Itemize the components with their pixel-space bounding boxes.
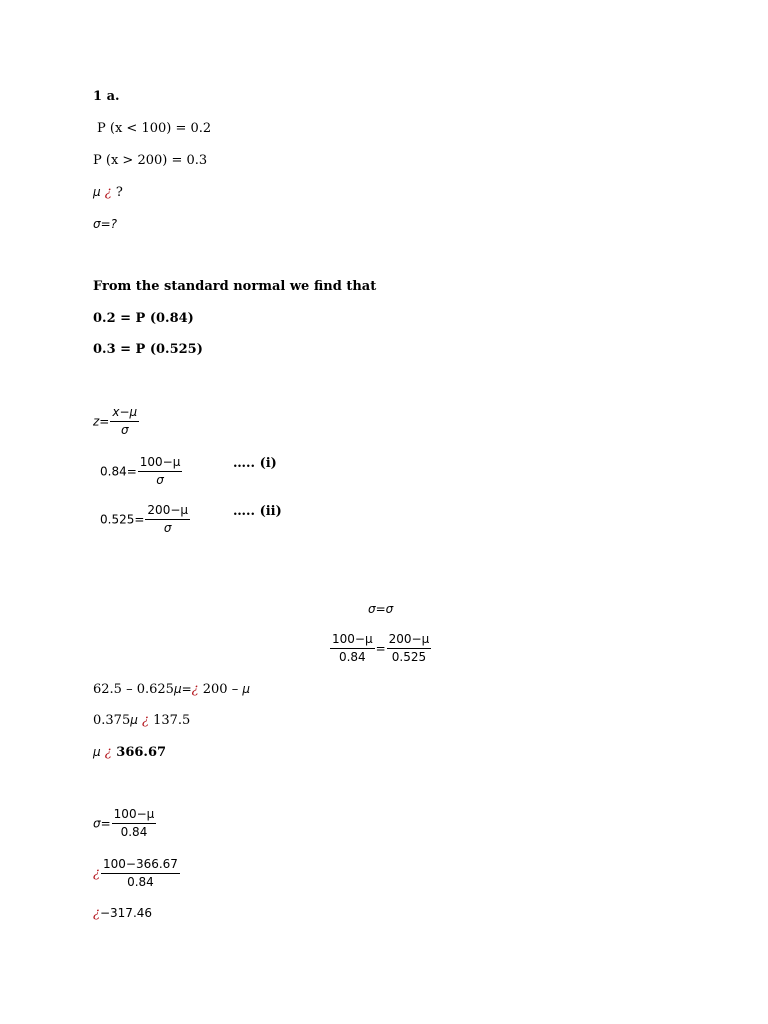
equation-i-denominator: σ [156,473,164,487]
question-mark: ? [115,185,123,200]
placeholder-glyph: ¿ [104,185,112,200]
equation-ii-tag: ….. (ii) [233,504,282,519]
sigma-substitution-denominator: 0.84 [127,875,154,889]
solve-line-3-mu: μ [93,745,101,759]
sigma-substitution-numerator: 100−366.67 [101,857,180,874]
standard-line-2: 0.3 = P (0.525) [93,342,203,357]
mu-symbol: μ [93,185,101,199]
z-formula-fraction [110,405,139,438]
equation-ii-denominator: σ [163,521,172,535]
question-heading: 1 a. [93,89,120,104]
sigma-result: −317.46 [99,906,153,920]
solve-line-1-glyph: ¿ [191,682,199,697]
solve-line-3 [93,744,166,761]
sigma-formula-numerator: 100−μ [112,807,157,824]
solve-line-1-a: 62.5 – 0.625 [93,682,174,697]
sigma-formula-lhs: σ= [93,816,111,831]
sigma-substitution [93,857,181,890]
solve-line-2-glyph: ¿ [142,713,149,728]
equation-i [100,455,183,488]
sigma-substitution-glyph: ¿ [93,866,100,881]
equation-ii-fraction [145,503,190,536]
centered-right-denominator: 0.525 [391,650,427,664]
centered-left-numerator: 100−μ [330,632,375,649]
z-formula-lhs: z= [93,414,110,429]
given-p-greater-200: P (x > 200) = 0.3 [93,153,208,168]
equation-ii-lhs: 0.525= [100,512,145,527]
equation-i-lhs: 0.84= [100,464,137,479]
solve-line-1 [93,681,250,698]
solve-line-1-mu: μ= [173,682,192,696]
given-p-less-100: P (x < 100) = 0.2 [97,121,212,136]
equation-i-tag: ….. (i) [233,456,277,471]
sigma-formula-denominator: 0.84 [120,825,148,839]
mu-question [93,184,123,201]
mu-result: 366.67 [111,745,167,760]
solve-line-2-a: 0.375 [93,713,131,728]
sigma-result-glyph: ¿ [93,906,100,921]
sigma-formula-fraction [112,807,157,840]
centered-left-denominator: 0.84 [338,650,366,664]
z-formula-denominator: σ [120,423,129,437]
sigma-result-line [93,905,152,922]
z-formula [93,405,140,438]
sigma-question: σ=? [93,217,118,231]
centered-left-fraction [330,632,375,665]
centered-equation [329,632,432,665]
sigma-equals-sigma: σ=σ [368,602,394,616]
centered-right-numerator: 200−μ [387,632,432,649]
solve-line-1-b: 200 – [198,682,243,697]
centered-equals: = [375,641,386,656]
solve-line-1-mu2: μ [242,682,250,696]
solve-line-2-b: 137.5 [148,713,191,728]
equation-i-numerator: 100−μ [138,455,183,472]
solve-line-2 [93,712,190,729]
centered-right-fraction [387,632,432,665]
solve-line-2-mu: μ [130,713,138,727]
solve-line-3-glyph: ¿ [104,745,112,760]
sigma-formula [93,807,157,840]
z-formula-numerator: x−μ [110,405,139,422]
sigma-substitution-fraction [101,857,180,890]
equation-ii-numerator: 200−μ [145,503,190,520]
equation-ii [100,503,191,536]
standard-line-1: 0.2 = P (0.84) [93,311,194,326]
equation-i-fraction [138,455,183,488]
standard-normal-intro: From the standard normal we find that [93,279,377,294]
